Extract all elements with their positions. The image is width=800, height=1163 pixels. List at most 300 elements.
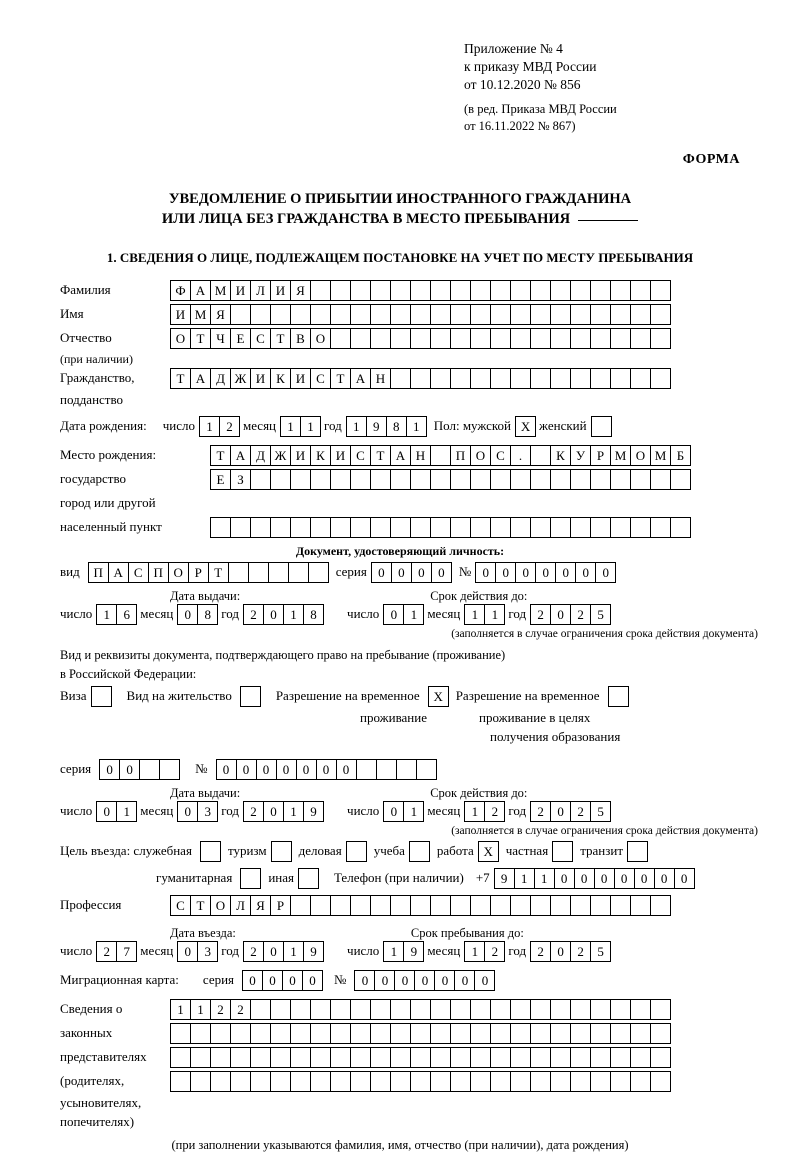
char-cell[interactable]: С (128, 562, 149, 583)
char-cell[interactable] (470, 1071, 491, 1092)
stay-doc-issue-year-input[interactable] (243, 801, 323, 822)
char-cell[interactable]: 0 (177, 801, 198, 822)
char-cell[interactable] (470, 304, 491, 325)
char-cell[interactable] (470, 469, 491, 490)
birth-year-input[interactable] (346, 416, 426, 437)
char-cell[interactable] (490, 895, 511, 916)
char-cell[interactable] (370, 304, 391, 325)
char-cell[interactable] (330, 328, 351, 349)
char-cell[interactable] (346, 841, 367, 862)
char-cell[interactable] (350, 895, 371, 916)
char-cell[interactable]: 5 (590, 604, 611, 625)
char-cell[interactable]: 5 (590, 801, 611, 822)
char-cell[interactable] (650, 280, 671, 301)
char-cell[interactable] (470, 999, 491, 1020)
char-cell[interactable] (450, 304, 471, 325)
char-cell[interactable]: 0 (99, 759, 120, 780)
stay-doc-number-input[interactable] (216, 759, 436, 780)
char-cell[interactable] (370, 1023, 391, 1044)
residence-checkbox[interactable] (240, 686, 260, 707)
char-cell[interactable] (350, 999, 371, 1020)
char-cell[interactable]: 2 (230, 999, 251, 1020)
char-cell[interactable] (396, 759, 417, 780)
char-cell[interactable] (370, 280, 391, 301)
char-cell[interactable] (410, 999, 431, 1020)
char-cell[interactable]: 0 (374, 970, 395, 991)
migration-card-number-input[interactable] (354, 970, 494, 991)
purpose-humanitarian-checkbox[interactable] (240, 868, 260, 889)
char-cell[interactable]: М (210, 280, 231, 301)
char-cell[interactable]: 0 (414, 970, 435, 991)
char-cell[interactable]: 0 (674, 868, 695, 889)
profession-input[interactable] (170, 895, 670, 916)
char-cell[interactable]: 0 (575, 562, 596, 583)
char-cell[interactable] (630, 368, 651, 389)
char-cell[interactable] (350, 304, 371, 325)
char-cell[interactable] (270, 469, 291, 490)
patronymic-input[interactable] (170, 328, 670, 349)
char-cell[interactable] (630, 280, 651, 301)
char-cell[interactable] (570, 895, 591, 916)
char-cell[interactable]: 1 (403, 801, 424, 822)
char-cell[interactable]: О (210, 895, 231, 916)
char-cell[interactable]: 0 (96, 801, 117, 822)
char-cell[interactable] (310, 999, 331, 1020)
char-cell[interactable]: Я (250, 895, 271, 916)
phone-input[interactable] (494, 868, 694, 889)
char-cell[interactable]: В (290, 328, 311, 349)
char-cell[interactable] (210, 517, 231, 538)
char-cell[interactable]: 3 (197, 801, 218, 822)
char-cell[interactable]: 7 (116, 941, 137, 962)
stay-doc-valid-day-input[interactable] (383, 801, 423, 822)
char-cell[interactable]: 0 (550, 941, 571, 962)
char-cell[interactable]: 1 (283, 604, 304, 625)
char-cell[interactable] (170, 1023, 191, 1044)
purpose-official-checkbox[interactable] (200, 841, 220, 862)
purpose-transit-checkbox[interactable] (627, 841, 647, 862)
char-cell[interactable] (430, 895, 451, 916)
char-cell[interactable]: 0 (242, 970, 263, 991)
char-cell[interactable]: Е (210, 469, 231, 490)
char-cell[interactable] (610, 895, 631, 916)
char-cell[interactable] (670, 469, 691, 490)
char-cell[interactable]: Т (170, 368, 191, 389)
char-cell[interactable] (490, 517, 511, 538)
char-cell[interactable] (308, 562, 329, 583)
char-cell[interactable] (430, 328, 451, 349)
char-cell[interactable]: А (108, 562, 129, 583)
char-cell[interactable] (630, 469, 651, 490)
char-cell[interactable]: 9 (403, 941, 424, 962)
char-cell[interactable] (650, 895, 671, 916)
char-cell[interactable]: Р (590, 445, 611, 466)
char-cell[interactable] (490, 368, 511, 389)
entry-month-input[interactable] (177, 941, 217, 962)
birthplace-input-row-4[interactable] (210, 517, 690, 538)
char-cell[interactable]: 9 (494, 868, 515, 889)
char-cell[interactable] (350, 1047, 371, 1068)
char-cell[interactable] (570, 368, 591, 389)
char-cell[interactable] (530, 280, 551, 301)
char-cell[interactable] (650, 1023, 671, 1044)
char-cell[interactable] (490, 304, 511, 325)
char-cell[interactable] (390, 999, 411, 1020)
visa-checkbox[interactable] (91, 686, 111, 707)
char-cell[interactable] (200, 841, 221, 862)
char-cell[interactable] (370, 1071, 391, 1092)
char-cell[interactable]: 0 (263, 941, 284, 962)
char-cell[interactable]: 0 (383, 801, 404, 822)
char-cell[interactable]: 2 (530, 604, 551, 625)
char-cell[interactable] (190, 1071, 211, 1092)
char-cell[interactable]: 0 (316, 759, 337, 780)
char-cell[interactable] (268, 562, 289, 583)
char-cell[interactable] (370, 469, 391, 490)
char-cell[interactable] (510, 1047, 531, 1068)
char-cell[interactable] (490, 280, 511, 301)
char-cell[interactable] (450, 895, 471, 916)
char-cell[interactable] (550, 328, 571, 349)
char-cell[interactable] (510, 999, 531, 1020)
char-cell[interactable] (490, 1023, 511, 1044)
char-cell[interactable]: И (230, 280, 251, 301)
char-cell[interactable]: Н (370, 368, 391, 389)
char-cell[interactable]: К (550, 445, 571, 466)
char-cell[interactable] (390, 280, 411, 301)
char-cell[interactable]: А (230, 445, 251, 466)
char-cell[interactable] (650, 1071, 671, 1092)
char-cell[interactable] (550, 1071, 571, 1092)
char-cell[interactable] (390, 1023, 411, 1044)
id-doc-issue-day-input[interactable] (96, 604, 136, 625)
char-cell[interactable]: 3 (197, 941, 218, 962)
char-cell[interactable] (590, 999, 611, 1020)
purpose-study-checkbox[interactable] (409, 841, 429, 862)
char-cell[interactable] (350, 517, 371, 538)
char-cell[interactable] (570, 280, 591, 301)
char-cell[interactable] (610, 469, 631, 490)
char-cell[interactable]: 0 (454, 970, 475, 991)
representatives-input-row-3[interactable] (170, 1047, 670, 1068)
char-cell[interactable]: 1 (96, 604, 117, 625)
char-cell[interactable]: 0 (515, 562, 536, 583)
char-cell[interactable] (610, 328, 631, 349)
char-cell[interactable] (270, 999, 291, 1020)
char-cell[interactable] (570, 1047, 591, 1068)
char-cell[interactable]: 0 (431, 562, 452, 583)
char-cell[interactable] (570, 517, 591, 538)
char-cell[interactable] (470, 1047, 491, 1068)
char-cell[interactable] (410, 517, 431, 538)
char-cell[interactable]: 0 (634, 868, 655, 889)
char-cell[interactable] (650, 999, 671, 1020)
char-cell[interactable]: 8 (386, 416, 407, 437)
char-cell[interactable] (230, 1023, 251, 1044)
char-cell[interactable]: 2 (243, 801, 264, 822)
char-cell[interactable] (590, 1047, 611, 1068)
char-cell[interactable] (510, 1023, 531, 1044)
char-cell[interactable] (270, 1023, 291, 1044)
char-cell[interactable]: 0 (282, 970, 303, 991)
char-cell[interactable] (630, 328, 651, 349)
char-cell[interactable]: Р (188, 562, 209, 583)
char-cell[interactable] (139, 759, 160, 780)
char-cell[interactable] (570, 328, 591, 349)
char-cell[interactable] (650, 304, 671, 325)
char-cell[interactable]: 1 (383, 941, 404, 962)
birthplace-input-row-1[interactable] (210, 445, 690, 466)
char-cell[interactable]: Т (270, 328, 291, 349)
representatives-input-row-1[interactable] (170, 999, 670, 1020)
char-cell[interactable] (410, 1047, 431, 1068)
purpose-work-checkbox[interactable] (478, 841, 498, 862)
char-cell[interactable] (228, 562, 249, 583)
char-cell[interactable]: 1 (283, 801, 304, 822)
char-cell[interactable] (290, 999, 311, 1020)
char-cell[interactable] (530, 445, 551, 466)
char-cell[interactable] (330, 1071, 351, 1092)
char-cell[interactable]: И (290, 445, 311, 466)
char-cell[interactable]: 0 (554, 868, 575, 889)
char-cell[interactable] (510, 304, 531, 325)
char-cell[interactable] (409, 841, 430, 862)
char-cell[interactable] (390, 328, 411, 349)
char-cell[interactable]: М (610, 445, 631, 466)
char-cell[interactable] (550, 1047, 571, 1068)
char-cell[interactable]: 0 (434, 970, 455, 991)
char-cell[interactable]: 0 (654, 868, 675, 889)
char-cell[interactable] (250, 1047, 271, 1068)
char-cell[interactable] (248, 562, 269, 583)
char-cell[interactable] (350, 280, 371, 301)
char-cell[interactable]: Я (290, 280, 311, 301)
char-cell[interactable] (470, 1023, 491, 1044)
char-cell[interactable]: И (290, 368, 311, 389)
char-cell[interactable] (170, 1047, 191, 1068)
char-cell[interactable]: 0 (495, 562, 516, 583)
char-cell[interactable] (410, 1023, 431, 1044)
stay-doc-series-input[interactable] (99, 759, 179, 780)
char-cell[interactable] (490, 328, 511, 349)
edu-residence-checkbox[interactable] (608, 686, 628, 707)
char-cell[interactable] (230, 304, 251, 325)
char-cell[interactable]: 2 (484, 941, 505, 962)
char-cell[interactable]: А (190, 368, 211, 389)
char-cell[interactable]: З (230, 469, 251, 490)
char-cell[interactable]: 0 (411, 562, 432, 583)
char-cell[interactable] (350, 1023, 371, 1044)
char-cell[interactable] (350, 328, 371, 349)
char-cell[interactable] (430, 280, 451, 301)
char-cell[interactable]: Ж (230, 368, 251, 389)
char-cell[interactable]: Е (230, 328, 251, 349)
char-cell[interactable] (91, 686, 112, 707)
char-cell[interactable]: Ч (210, 328, 231, 349)
char-cell[interactable]: 0 (177, 604, 198, 625)
char-cell[interactable] (310, 895, 331, 916)
char-cell[interactable]: 0 (614, 868, 635, 889)
char-cell[interactable]: 1 (464, 801, 485, 822)
char-cell[interactable]: А (190, 280, 211, 301)
char-cell[interactable]: Т (330, 368, 351, 389)
char-cell[interactable]: К (310, 445, 331, 466)
char-cell[interactable] (288, 562, 309, 583)
char-cell[interactable] (530, 304, 551, 325)
char-cell[interactable]: Т (190, 895, 211, 916)
char-cell[interactable]: 0 (475, 562, 496, 583)
char-cell[interactable]: 9 (303, 801, 324, 822)
char-cell[interactable]: 0 (550, 604, 571, 625)
char-cell[interactable]: С (350, 445, 371, 466)
birth-day-input[interactable] (199, 416, 239, 437)
char-cell[interactable]: 9 (303, 941, 324, 962)
char-cell[interactable] (590, 895, 611, 916)
char-cell[interactable] (210, 1071, 231, 1092)
char-cell[interactable]: Т (190, 328, 211, 349)
char-cell[interactable] (330, 280, 351, 301)
char-cell[interactable]: 0 (474, 970, 495, 991)
char-cell[interactable] (570, 304, 591, 325)
char-cell[interactable] (550, 368, 571, 389)
char-cell[interactable] (450, 368, 471, 389)
entry-year-input[interactable] (243, 941, 323, 962)
char-cell[interactable] (290, 469, 311, 490)
char-cell[interactable]: 2 (219, 416, 240, 437)
purpose-tourism-checkbox[interactable] (271, 841, 291, 862)
representatives-input-row-4[interactable] (170, 1071, 670, 1092)
char-cell[interactable]: 2 (243, 941, 264, 962)
char-cell[interactable] (370, 517, 391, 538)
char-cell[interactable]: Л (250, 280, 271, 301)
char-cell[interactable] (590, 469, 611, 490)
name-input[interactable] (170, 304, 670, 325)
char-cell[interactable] (550, 895, 571, 916)
char-cell[interactable] (240, 686, 261, 707)
char-cell[interactable]: О (470, 445, 491, 466)
id-doc-issue-year-input[interactable] (243, 604, 323, 625)
char-cell[interactable]: С (490, 445, 511, 466)
char-cell[interactable] (376, 759, 397, 780)
char-cell[interactable] (390, 1047, 411, 1068)
char-cell[interactable] (470, 895, 491, 916)
char-cell[interactable] (350, 469, 371, 490)
char-cell[interactable] (430, 1047, 451, 1068)
char-cell[interactable] (630, 1071, 651, 1092)
char-cell[interactable]: 1 (514, 868, 535, 889)
char-cell[interactable]: 2 (530, 801, 551, 822)
char-cell[interactable]: 0 (595, 562, 616, 583)
char-cell[interactable]: С (250, 328, 271, 349)
char-cell[interactable] (250, 1071, 271, 1092)
char-cell[interactable]: 2 (530, 941, 551, 962)
representatives-input-row-2[interactable] (170, 1023, 670, 1044)
char-cell[interactable] (250, 304, 271, 325)
char-cell[interactable] (310, 1047, 331, 1068)
char-cell[interactable] (270, 1071, 291, 1092)
char-cell[interactable] (230, 1071, 251, 1092)
char-cell[interactable]: А (390, 445, 411, 466)
id-doc-type-input[interactable] (88, 562, 328, 583)
char-cell[interactable]: X (428, 686, 449, 707)
char-cell[interactable] (610, 304, 631, 325)
char-cell[interactable]: 0 (263, 801, 284, 822)
char-cell[interactable]: Д (210, 368, 231, 389)
char-cell[interactable]: 1 (464, 941, 485, 962)
char-cell[interactable] (250, 999, 271, 1020)
char-cell[interactable]: 2 (210, 999, 231, 1020)
char-cell[interactable] (630, 1023, 651, 1044)
citizenship-input[interactable] (170, 368, 670, 389)
char-cell[interactable] (610, 1071, 631, 1092)
char-cell[interactable] (370, 895, 391, 916)
char-cell[interactable]: П (88, 562, 109, 583)
char-cell[interactable] (570, 469, 591, 490)
char-cell[interactable]: 2 (484, 801, 505, 822)
char-cell[interactable]: 1 (484, 604, 505, 625)
char-cell[interactable] (590, 368, 611, 389)
char-cell[interactable] (530, 1071, 551, 1092)
char-cell[interactable] (610, 280, 631, 301)
char-cell[interactable]: 0 (296, 759, 317, 780)
char-cell[interactable]: 2 (570, 604, 591, 625)
char-cell[interactable] (510, 368, 531, 389)
char-cell[interactable]: 1 (199, 416, 220, 437)
char-cell[interactable]: 1 (534, 868, 555, 889)
char-cell[interactable] (430, 304, 451, 325)
char-cell[interactable] (330, 517, 351, 538)
char-cell[interactable]: Я (210, 304, 231, 325)
char-cell[interactable] (590, 304, 611, 325)
char-cell[interactable]: И (330, 445, 351, 466)
char-cell[interactable]: 0 (302, 970, 323, 991)
char-cell[interactable] (570, 1023, 591, 1044)
char-cell[interactable] (430, 999, 451, 1020)
char-cell[interactable]: 8 (303, 604, 324, 625)
char-cell[interactable]: 1 (346, 416, 367, 437)
char-cell[interactable] (490, 999, 511, 1020)
char-cell[interactable] (630, 1047, 651, 1068)
char-cell[interactable] (430, 368, 451, 389)
char-cell[interactable] (430, 1071, 451, 1092)
char-cell[interactable]: 0 (574, 868, 595, 889)
sex-female-checkbox[interactable] (591, 416, 611, 437)
char-cell[interactable]: О (310, 328, 331, 349)
char-cell[interactable] (610, 1023, 631, 1044)
char-cell[interactable] (552, 841, 573, 862)
temp-residence-checkbox[interactable] (428, 686, 448, 707)
char-cell[interactable]: 0 (216, 759, 237, 780)
char-cell[interactable] (310, 1023, 331, 1044)
char-cell[interactable]: Р (270, 895, 291, 916)
stay-doc-issue-month-input[interactable] (177, 801, 217, 822)
char-cell[interactable]: 0 (276, 759, 297, 780)
char-cell[interactable] (530, 328, 551, 349)
purpose-private-checkbox[interactable] (552, 841, 572, 862)
char-cell[interactable] (510, 517, 531, 538)
char-cell[interactable] (270, 517, 291, 538)
char-cell[interactable] (310, 280, 331, 301)
char-cell[interactable] (250, 517, 271, 538)
char-cell[interactable]: X (478, 841, 499, 862)
char-cell[interactable]: 0 (177, 941, 198, 962)
char-cell[interactable] (416, 759, 437, 780)
birthplace-input-row-2[interactable] (210, 469, 690, 490)
char-cell[interactable] (410, 280, 431, 301)
char-cell[interactable] (470, 328, 491, 349)
char-cell[interactable] (510, 280, 531, 301)
char-cell[interactable]: М (190, 304, 211, 325)
